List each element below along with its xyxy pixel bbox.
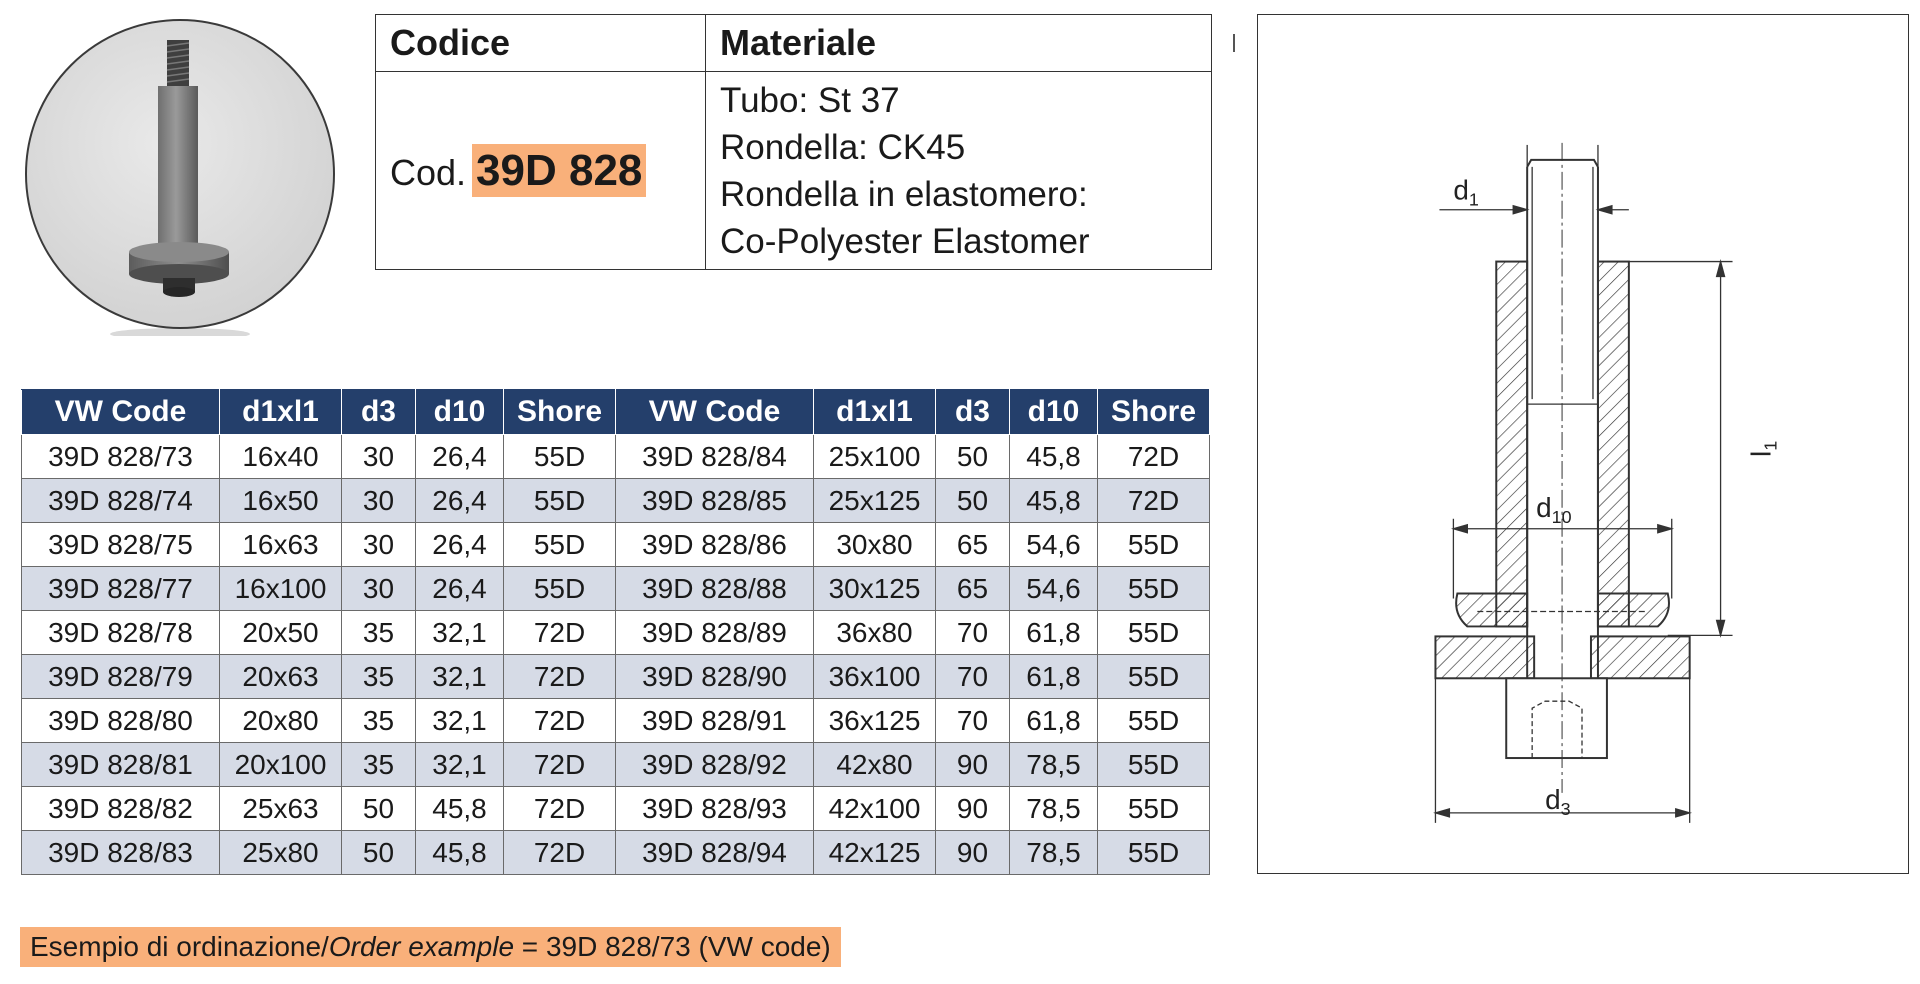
table-cell: 45,8 (1010, 435, 1098, 479)
table-cell: 39D 828/89 (616, 611, 814, 655)
column-header: VW Code (616, 390, 814, 435)
column-header: d1xl1 (814, 390, 936, 435)
material-line: Rondella: CK45 (720, 127, 966, 167)
order-text: Esempio di ordinazione/ (30, 931, 329, 962)
table-cell: 39D 828/94 (616, 831, 814, 875)
table-cell: 61,8 (1010, 699, 1098, 743)
order-example (20, 927, 841, 967)
table-row (22, 655, 1210, 699)
table-cell: 39D 828/83 (22, 831, 220, 875)
table-cell: 72D (504, 611, 616, 655)
table-cell: 30 (342, 523, 416, 567)
table-cell: 39D 828/77 (22, 567, 220, 611)
table-cell: 55D (504, 479, 616, 523)
table-cell: 39D 828/91 (616, 699, 814, 743)
table-cell: 32,1 (416, 655, 504, 699)
column-header: d10 (416, 390, 504, 435)
divider-tick (1233, 34, 1235, 52)
table-cell: 36x100 (814, 655, 936, 699)
material-line: Rondella in elastomero: (720, 174, 1088, 214)
table-cell: 50 (342, 831, 416, 875)
column-header: d1xl1 (220, 390, 342, 435)
table-cell: 90 (936, 743, 1010, 787)
table-cell: 42x125 (814, 831, 936, 875)
table-cell: 55D (1098, 743, 1210, 787)
material-line: Co-Polyester Elastomer (720, 221, 1090, 261)
table-cell: 65 (936, 523, 1010, 567)
table-cell: 39D 828/90 (616, 655, 814, 699)
table-cell: 39D 828/79 (22, 655, 220, 699)
table-cell: 70 (936, 655, 1010, 699)
table-cell: 26,4 (416, 479, 504, 523)
column-header: VW Code (22, 390, 220, 435)
table-cell: 55D (1098, 787, 1210, 831)
table-cell: 30 (342, 435, 416, 479)
table-cell: 20x50 (220, 611, 342, 655)
table-cell: 39D 828/78 (22, 611, 220, 655)
material-cell (706, 72, 1212, 270)
table-cell: 26,4 (416, 435, 504, 479)
table-cell: 65 (936, 567, 1010, 611)
table-cell: 32,1 (416, 743, 504, 787)
table-cell: 39D 828/80 (22, 699, 220, 743)
table-cell: 32,1 (416, 611, 504, 655)
table-row (22, 435, 1210, 479)
table-cell: 50 (936, 435, 1010, 479)
table-cell: 72D (504, 787, 616, 831)
table-cell: 39D 828/81 (22, 743, 220, 787)
table-cell: 90 (936, 831, 1010, 875)
table-cell: 54,6 (1010, 523, 1098, 567)
dim-label-d3: $d_3$ (1545, 783, 1571, 819)
column-header: Shore (504, 390, 616, 435)
table-cell: 16x63 (220, 523, 342, 567)
table-cell: 16x40 (220, 435, 342, 479)
table-cell: 72D (504, 655, 616, 699)
table-cell: 42x100 (814, 787, 936, 831)
table-cell: 39D 828/82 (22, 787, 220, 831)
code-prefix: Cod. (390, 151, 467, 193)
column-header: d3 (936, 390, 1010, 435)
table-cell: 16x50 (220, 479, 342, 523)
table-cell: 61,8 (1010, 655, 1098, 699)
dim-label-l1: $l_1$ (1745, 440, 1781, 457)
table-cell: 55D (1098, 567, 1210, 611)
table-cell: 39D 828/84 (616, 435, 814, 479)
table-cell: 25x80 (220, 831, 342, 875)
table-row (22, 479, 1210, 523)
table-cell: 35 (342, 655, 416, 699)
code-value: 39D 828 (472, 144, 646, 197)
table-cell: 72D (1098, 479, 1210, 523)
table-cell: 55D (1098, 699, 1210, 743)
table-cell: 78,5 (1010, 743, 1098, 787)
table-cell: 39D 828/74 (22, 479, 220, 523)
table-cell: 55D (504, 523, 616, 567)
table-cell: 90 (936, 787, 1010, 831)
table-cell: 50 (342, 787, 416, 831)
table-cell: 35 (342, 611, 416, 655)
table-cell: 35 (342, 743, 416, 787)
table-cell: 55D (1098, 655, 1210, 699)
table-cell: 45,8 (416, 831, 504, 875)
table-cell: 35 (342, 699, 416, 743)
table-cell: 26,4 (416, 567, 504, 611)
order-text-italic: Order example (328, 931, 515, 962)
table-row (22, 831, 1210, 875)
table-cell: 72D (1098, 435, 1210, 479)
table-row (22, 787, 1210, 831)
code-cell (376, 72, 706, 270)
table-cell: 20x63 (220, 655, 342, 699)
table-cell: 45,8 (1010, 479, 1098, 523)
table-cell: 30 (342, 567, 416, 611)
spec-table (375, 14, 1212, 270)
table-cell: 72D (504, 699, 616, 743)
table-row (22, 611, 1210, 655)
column-header: d3 (342, 390, 416, 435)
order-text-code: = 39D 828/73 (VW code) (514, 931, 831, 962)
table-cell: 39D 828/75 (22, 523, 220, 567)
table-cell: 55D (1098, 831, 1210, 875)
table-cell: 70 (936, 611, 1010, 655)
table-cell: 72D (504, 743, 616, 787)
table-cell: 20x100 (220, 743, 342, 787)
table-cell: 78,5 (1010, 787, 1098, 831)
table-cell: 72D (504, 831, 616, 875)
table-cell: 50 (936, 479, 1010, 523)
table-cell: 45,8 (416, 787, 504, 831)
table-cell: 30 (342, 479, 416, 523)
table-cell: 16x100 (220, 567, 342, 611)
table-row (22, 743, 1210, 787)
header-code: Codice (376, 15, 706, 72)
table-cell: 42x80 (814, 743, 936, 787)
table-cell: 39D 828/73 (22, 435, 220, 479)
table-header-row (22, 390, 1210, 435)
table-cell: 54,6 (1010, 567, 1098, 611)
table-cell: 78,5 (1010, 831, 1098, 875)
table-cell: 25x125 (814, 479, 936, 523)
table-cell: 55D (504, 567, 616, 611)
dim-label-d1: $d_1$ (1453, 174, 1479, 210)
dim-label-d10: $d_{10}$ (1536, 491, 1572, 527)
column-header: d10 (1010, 390, 1098, 435)
table-cell: 39D 828/85 (616, 479, 814, 523)
table-cell: 39D 828/86 (616, 523, 814, 567)
table-cell: 25x63 (220, 787, 342, 831)
table-row (22, 567, 1210, 611)
material-line: Tubo: St 37 (720, 80, 900, 120)
table-cell: 26,4 (416, 523, 504, 567)
table-cell: 39D 828/93 (616, 787, 814, 831)
product-table (21, 389, 1210, 875)
table-cell: 39D 828/92 (616, 743, 814, 787)
table-cell: 55D (504, 435, 616, 479)
table-cell: 39D 828/88 (616, 567, 814, 611)
product-photo (20, 16, 340, 336)
table-cell: 25x100 (814, 435, 936, 479)
table-row (22, 523, 1210, 567)
table-cell: 36x125 (814, 699, 936, 743)
column-header: Shore (1098, 390, 1210, 435)
table-row (22, 699, 1210, 743)
table-cell: 55D (1098, 611, 1210, 655)
table-cell: 30x125 (814, 567, 936, 611)
table-cell: 30x80 (814, 523, 936, 567)
table-cell: 55D (1098, 523, 1210, 567)
table-cell: 36x80 (814, 611, 936, 655)
header-material: Materiale (706, 15, 1212, 72)
table-cell: 70 (936, 699, 1010, 743)
table-cell: 32,1 (416, 699, 504, 743)
table-cell: 61,8 (1010, 611, 1098, 655)
technical-drawing (1257, 14, 1909, 874)
table-cell: 20x80 (220, 699, 342, 743)
